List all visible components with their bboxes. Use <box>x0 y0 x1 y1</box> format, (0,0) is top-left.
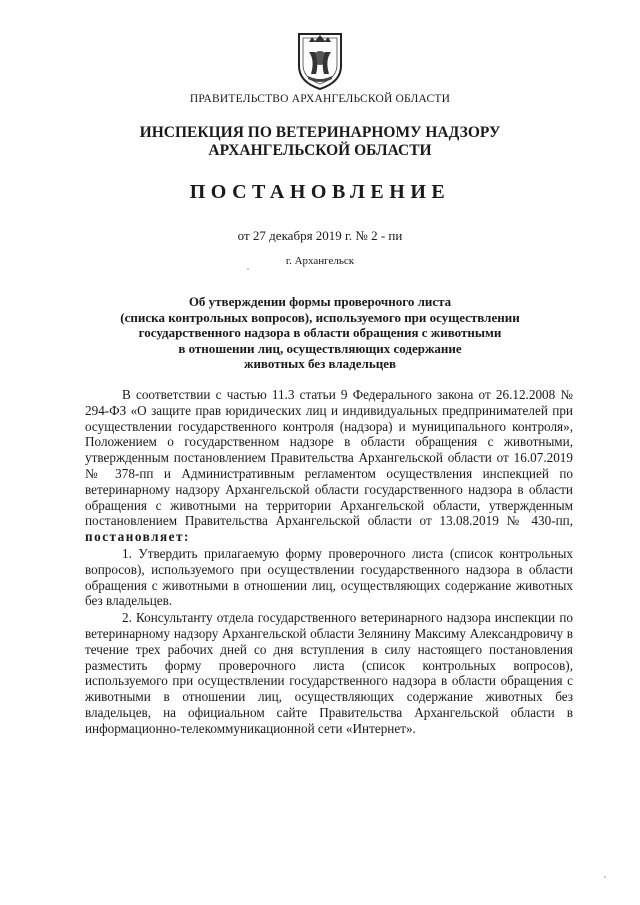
subject-line: в отношении лиц, осуществляющих содержание <box>178 340 462 356</box>
resolves-word: постановляет: <box>85 529 190 545</box>
scan-speck <box>247 268 249 270</box>
scan-speck <box>604 876 606 878</box>
subject-line: животных без владельцев <box>244 356 396 372</box>
subject-line: государственного надзора в области обращения с животными <box>138 325 502 341</box>
document-subject <box>0 294 640 372</box>
coat-of-arms-icon <box>295 30 345 92</box>
subject-line: Об утверждении формы проверочного листа <box>188 294 452 309</box>
clause-1: 1. Утвердить прилагаемую форму проверочного листа (список контрольных вопросов), используемого при осуществлении государственного надзора в области обращения с животными в отношении лиц, осуществляющих содержание животных без владельцев. <box>85 545 573 609</box>
issuing-authority-line2: АРХАНГЕЛЬСКОЙ ОБЛАСТИ <box>208 142 432 159</box>
government-name: ПРАВИТЕЛЬСТВО АРХАНГЕЛЬСКОЙ ОБЛАСТИ <box>189 93 451 105</box>
issuing-authority-line1: ИНСПЕКЦИЯ ПО ВЕТЕРИНАРНОМУ НАДЗОРУ <box>139 124 501 141</box>
clause-2: 2. Консультанту отдела государственного ветеринарного надзора инспекции по ветеринарному надзору Архангельской области Зелянину Максиму Александровичу в течение трех рабочих дней со дня вступления в силу настоящего постановления разместить форму проверочного листа (список контрольных вопросов), используемого при осуществлении государственного надзора в области обращения с животными в отношении лиц, осуществляющих содержание животных без владельцев, на официальном сайте Правительства Архангельской области в информационно-телекоммуникационной сети «Интернет». <box>85 610 573 736</box>
document-body <box>85 387 573 737</box>
document-type-title: ПОСТАНОВЛЕНИЕ <box>189 181 451 203</box>
preamble-paragraph <box>85 387 573 545</box>
preamble-text: В соответствии с частью 11.3 статьи 9 Федерального закона от 26.12.2008 № 294-ФЗ «О защите прав юридических лиц и индивидуальных предпринимателей при осуществлении государственного контроля (надзора) и муниципального контроля», Положением о государственном надзоре в области обращения с животными, утвержденным постановлением Правительства Архангельской области от 16.07.2019 № 378-пп и Административным регламентом осуществления инспекцией по ветеринарному надзору Архангельской области государственного надзора в области обращения с животными на территории Архангельской области, утвержденным постановлением Правительства Архангельской области от 13.08.2019 № 430-пп, <box>85 387 573 529</box>
issuing-authority <box>0 124 640 160</box>
document-city: г. Архангельск <box>285 255 355 267</box>
document-date-number: от 27 декабря 2019 г. № 2 - пи <box>237 228 403 243</box>
subject-line: (списка контрольных вопросов), используемого при осуществлении <box>120 309 520 325</box>
